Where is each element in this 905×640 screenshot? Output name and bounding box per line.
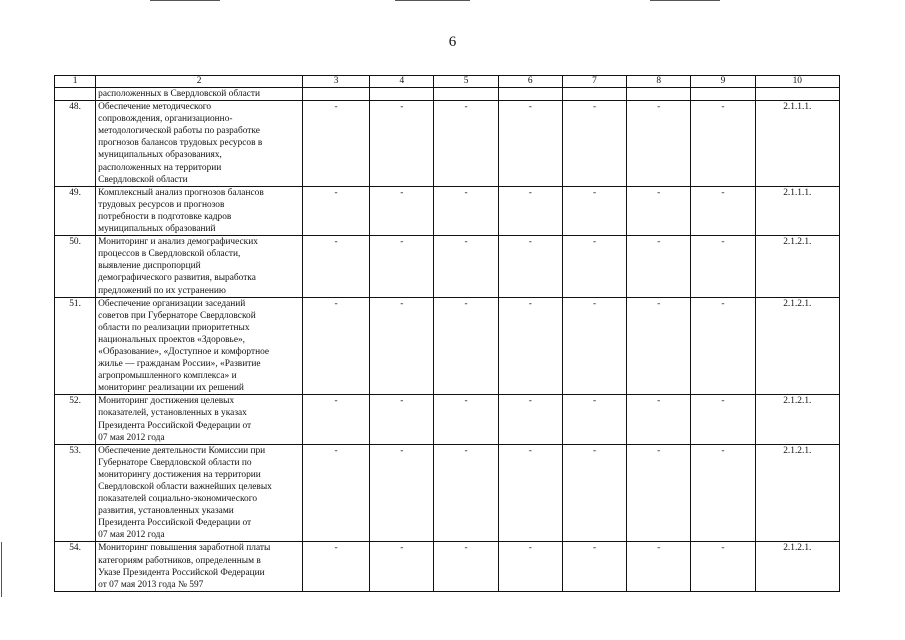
- value-cell: -: [562, 101, 626, 187]
- activity-name-line: Свердловской области важнейших целевых: [98, 482, 272, 492]
- value-cell: -: [370, 236, 434, 297]
- activity-name-cell: [96, 297, 303, 395]
- activity-name-line: области по реализации приоритетных: [98, 322, 250, 333]
- value-cell: -: [370, 186, 434, 235]
- value-cell: -: [370, 297, 434, 395]
- activity-name-line: Обеспечение методического: [98, 102, 212, 113]
- code-cell: 2.1.1.1.: [755, 101, 839, 187]
- column-header: 5: [434, 76, 498, 88]
- value-cell: -: [302, 236, 369, 297]
- activity-name-line: 07 мая 2012 года: [98, 530, 165, 541]
- activity-name-line: процессов в Свердловской области,: [98, 249, 241, 260]
- activity-name-cell: [96, 186, 303, 235]
- value-cell: -: [498, 101, 562, 187]
- activity-name-line: прогнозов балансов трудовых ресурсов в: [98, 138, 263, 149]
- value-cell: -: [498, 297, 562, 395]
- row-number-cell: 54.: [55, 542, 96, 591]
- activity-name-line: советов при Губернаторе Свердловской: [98, 310, 256, 321]
- value-cell: [562, 88, 626, 101]
- scan-edge-mark-top-right: [650, 0, 720, 1]
- value-cell: -: [498, 542, 562, 591]
- value-cell: -: [562, 236, 626, 297]
- value-cell: [370, 88, 434, 101]
- value-cell: -: [434, 395, 498, 444]
- table-row: [55, 444, 840, 542]
- column-header: 10: [755, 76, 839, 88]
- value-cell: -: [434, 101, 498, 187]
- activity-name-cell: [96, 444, 303, 542]
- value-cell: -: [302, 444, 369, 542]
- activity-name-line: методологической работы по разработке: [98, 126, 260, 137]
- code-cell: [755, 88, 839, 101]
- page-number: 6: [448, 34, 457, 50]
- value-cell: -: [302, 186, 369, 235]
- value-cell: -: [627, 444, 691, 542]
- table-row: [55, 297, 840, 395]
- activity-name-line: Указе Президента Российской Федерации: [98, 567, 265, 578]
- activity-name-line: категориям работников, определенным в: [98, 555, 261, 566]
- row-number-cell: 51.: [55, 297, 96, 395]
- table-row: [55, 236, 840, 297]
- value-cell: [627, 88, 691, 101]
- activity-name-cell: [96, 88, 303, 101]
- value-cell: [302, 88, 369, 101]
- activity-name-line: муниципальных образованиях,: [98, 150, 222, 161]
- value-cell: -: [498, 395, 562, 444]
- row-number-cell: [55, 88, 96, 101]
- value-cell: -: [434, 444, 498, 542]
- activity-name-line: Комплексный анализ прогнозов балансов: [98, 187, 264, 198]
- value-cell: -: [434, 297, 498, 395]
- row-number-cell: 53.: [55, 444, 96, 542]
- value-cell: -: [498, 444, 562, 542]
- value-cell: -: [498, 236, 562, 297]
- activities-table: [54, 75, 840, 592]
- value-cell: -: [562, 444, 626, 542]
- column-header: 1: [55, 76, 96, 88]
- value-cell: [691, 88, 755, 101]
- value-cell: -: [434, 236, 498, 297]
- value-cell: -: [562, 186, 626, 235]
- activity-name-cell: [96, 101, 303, 187]
- value-cell: -: [627, 395, 691, 444]
- value-cell: -: [498, 186, 562, 235]
- scan-edge-mark-left: [1, 542, 2, 597]
- activity-name-line: Свердловской области: [98, 174, 188, 185]
- activity-name-line: развития, установленных указами: [98, 506, 234, 517]
- activity-name-line: показателей социально-экономического: [98, 494, 258, 505]
- column-header: 6: [498, 76, 562, 88]
- activity-name-line: Мониторинг достижения целевых: [98, 396, 235, 407]
- activity-name-line: муниципальных образований: [98, 224, 216, 235]
- code-cell: 2.1.2.1.: [755, 236, 839, 297]
- code-cell: 2.1.2.1.: [755, 395, 839, 444]
- activity-name-cell: [96, 395, 303, 444]
- table-row: [55, 186, 840, 235]
- row-number-cell: 49.: [55, 186, 96, 235]
- activity-name-line: потребности в подготовке кадров: [98, 211, 232, 222]
- value-cell: -: [302, 542, 369, 591]
- activity-name-line: трудовых ресурсов и прогнозов: [98, 199, 225, 210]
- activity-name-line: Президента Российской Федерации от: [98, 518, 252, 529]
- column-header: 7: [562, 76, 626, 88]
- activity-name-line: предложений по их устранению: [98, 285, 226, 296]
- column-header: 4: [370, 76, 434, 88]
- column-number-header-row: [55, 76, 840, 88]
- value-cell: -: [302, 101, 369, 187]
- value-cell: -: [302, 297, 369, 395]
- activity-name-line: Губернаторе Свердловской области по: [98, 457, 252, 468]
- code-cell: 2.1.2.1.: [755, 542, 839, 591]
- activity-name-cell: [96, 542, 303, 591]
- value-cell: -: [691, 186, 755, 235]
- value-cell: [434, 88, 498, 101]
- value-cell: -: [370, 542, 434, 591]
- activity-name-line: мониторингу достижения на территории: [98, 469, 261, 480]
- activity-name-cell: [96, 236, 303, 297]
- activity-name-line: Президента Российской Федерации от: [98, 420, 252, 431]
- table-row: [55, 542, 840, 591]
- activity-name-line: Обеспечение деятельности Комиссии при: [98, 445, 266, 456]
- value-cell: -: [627, 186, 691, 235]
- value-cell: -: [691, 297, 755, 395]
- activity-name-line: расположенных на территории: [98, 162, 222, 173]
- activity-name-line: демографического развития, выработка: [98, 273, 256, 284]
- table-row: [55, 395, 840, 444]
- value-cell: -: [627, 542, 691, 591]
- value-cell: -: [691, 444, 755, 542]
- column-header: 8: [627, 76, 691, 88]
- value-cell: -: [562, 542, 626, 591]
- value-cell: -: [691, 236, 755, 297]
- code-cell: 2.1.2.1.: [755, 297, 839, 395]
- activity-name-line: выявление диспропорций: [98, 261, 201, 272]
- value-cell: -: [691, 542, 755, 591]
- activity-name-line: расположенных в Свердловской области: [98, 89, 261, 99]
- value-cell: -: [370, 101, 434, 187]
- table-row: [55, 101, 840, 187]
- scan-edge-mark-top-left: [150, 0, 220, 1]
- value-cell: -: [562, 297, 626, 395]
- scan-edge-mark-top-center: [395, 0, 470, 1]
- activity-name-line: мониторинг реализации их решений: [98, 383, 244, 394]
- code-cell: 2.1.1.1.: [755, 186, 839, 235]
- column-header: 2: [96, 76, 303, 88]
- activity-name-line: национальных проектов «Здоровье»,: [98, 334, 246, 345]
- activity-name-line: агропромышленного комплекса» и: [98, 371, 237, 382]
- column-header: 9: [691, 76, 755, 88]
- value-cell: -: [691, 101, 755, 187]
- value-cell: -: [302, 395, 369, 444]
- activity-name-line: от 07 мая 2013 года № 597: [98, 579, 204, 590]
- value-cell: -: [691, 395, 755, 444]
- value-cell: -: [627, 297, 691, 395]
- code-cell: 2.1.2.1.: [755, 444, 839, 542]
- value-cell: -: [370, 395, 434, 444]
- activity-name-line: 07 мая 2012 года: [98, 432, 165, 443]
- activity-name-line: «Образование», «Доступное и комфортное: [98, 346, 270, 357]
- table-rows: [55, 101, 840, 592]
- row-number-cell: 50.: [55, 236, 96, 297]
- activity-name-line: Обеспечение организации заседаний: [98, 298, 246, 309]
- activity-name-line: сопровождения, организационно-: [98, 114, 233, 125]
- value-cell: -: [434, 542, 498, 591]
- value-cell: -: [434, 186, 498, 235]
- value-cell: -: [627, 101, 691, 187]
- row-number-cell: 52.: [55, 395, 96, 444]
- row-number-cell: 48.: [55, 101, 96, 187]
- activity-name-line: Мониторинг и анализ демографических: [98, 237, 258, 248]
- value-cell: -: [627, 236, 691, 297]
- value-cell: [498, 88, 562, 101]
- activity-name-line: Мониторинг повышения заработной платы: [98, 543, 271, 554]
- column-header: 3: [302, 76, 369, 88]
- value-cell: -: [370, 444, 434, 542]
- value-cell: -: [562, 395, 626, 444]
- activity-name-line: показателей, установленных в указах: [98, 408, 247, 419]
- activity-name-line: жилье — гражданам России», «Развитие: [98, 359, 261, 370]
- continuation-row: [55, 88, 840, 101]
